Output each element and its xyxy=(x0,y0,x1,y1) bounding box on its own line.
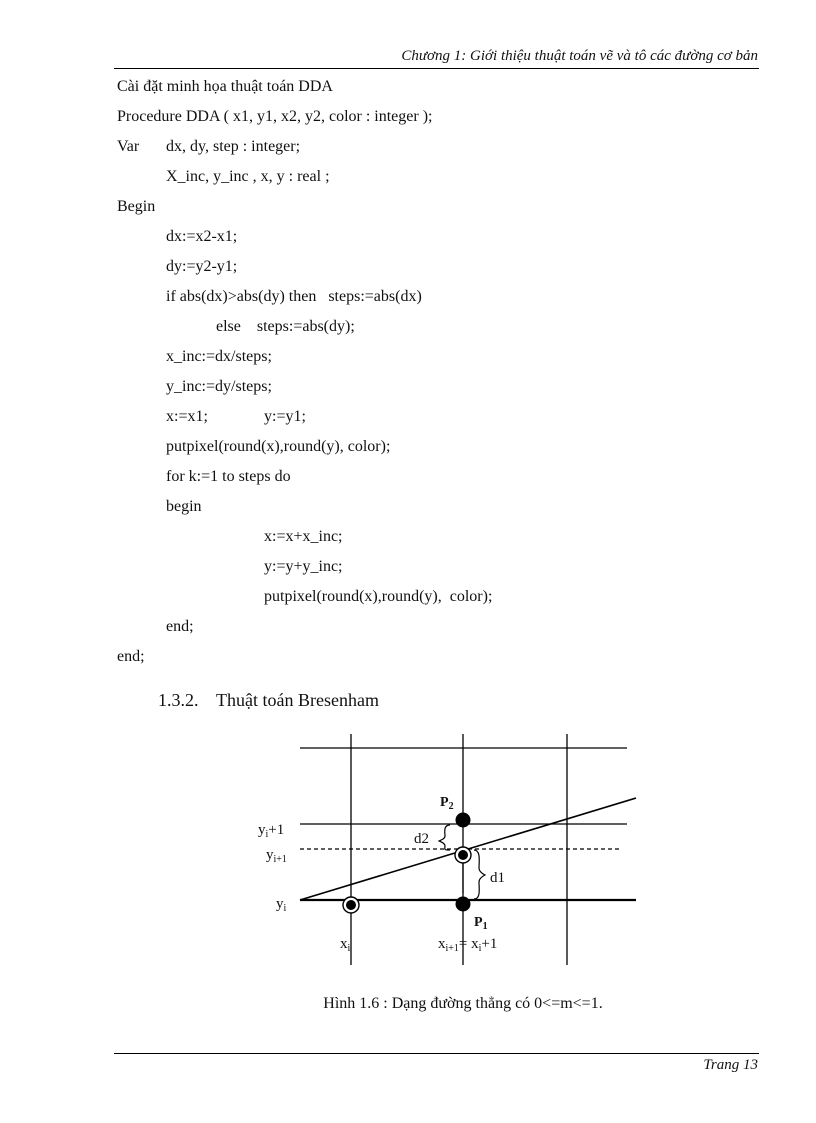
code-line: if abs(dx)>abs(dy) then steps:=abs(dx) xyxy=(166,288,422,305)
code-line: end; xyxy=(166,618,194,635)
label-d1: d1 xyxy=(490,870,505,886)
code-line: Procedure DDA ( x1, y1, x2, y2, color : integer ); xyxy=(117,108,433,125)
code-line: end; xyxy=(117,648,145,665)
label-yi-plus-one: $y_i+1$ xyxy=(258,822,285,840)
label-y-i-plus-1: $y_{i+1}$ xyxy=(266,847,287,865)
label-yi: $y_i$ xyxy=(276,896,287,914)
code-line: else steps:=abs(dy); xyxy=(216,318,355,335)
d2-brace xyxy=(439,825,450,850)
code-line: putpixel(round(x),round(y), color); xyxy=(264,588,493,605)
code-line: dy:=y2-y1; xyxy=(166,258,238,275)
code-line: x:=x+x_inc; xyxy=(264,528,343,545)
code-line: x:=x1; xyxy=(166,408,208,425)
code-line: putpixel(round(x),round(y), color); xyxy=(166,438,391,455)
start-pixel xyxy=(346,900,356,910)
pixel-p1 xyxy=(456,897,471,912)
code-line: dx, dy, step : integer; xyxy=(166,138,301,155)
d1-brace xyxy=(474,850,485,899)
figure-caption: Hình 1.6 : Dạng đường thẳng có 0<=m<=1. xyxy=(323,995,603,1012)
label-p1: $P_1$ xyxy=(474,915,488,932)
section-title: Thuật toán Bresenham xyxy=(216,690,379,710)
code-line: X_inc, y_inc , x, y : real ; xyxy=(166,168,330,185)
section-number: 1.3.2. xyxy=(158,690,199,710)
code-line: x_inc:=dx/steps; xyxy=(166,348,272,365)
code-line: Begin xyxy=(117,198,156,215)
chapter-header: Chương 1: Giới thiệu thuật toán vẽ và tô các đường cơ bản xyxy=(401,48,758,64)
footer-rule xyxy=(114,1053,759,1054)
label-x-i-plus-1: $x_{i+1}= x_i+1$ xyxy=(438,936,498,954)
code-line: dx:=x2-x1; xyxy=(166,228,238,245)
label-p2: $P_2$ xyxy=(440,795,454,812)
page-number: Trang 13 xyxy=(703,1057,758,1073)
code-line: y:=y+y_inc; xyxy=(264,558,343,575)
intersection-point xyxy=(458,850,468,860)
label-xi: $x_i$ xyxy=(340,936,351,954)
code-line: for k:=1 to steps do xyxy=(166,468,291,485)
code-heading: Cài đặt minh họa thuật toán DDA xyxy=(117,78,333,95)
code-line: Var xyxy=(117,138,140,155)
code-line: begin xyxy=(166,498,202,515)
code-line: y_inc:=dy/steps; xyxy=(166,378,272,395)
pixel-p2 xyxy=(456,813,471,828)
code-line: y:=y1; xyxy=(264,408,306,425)
label-d2: d2 xyxy=(414,831,429,847)
